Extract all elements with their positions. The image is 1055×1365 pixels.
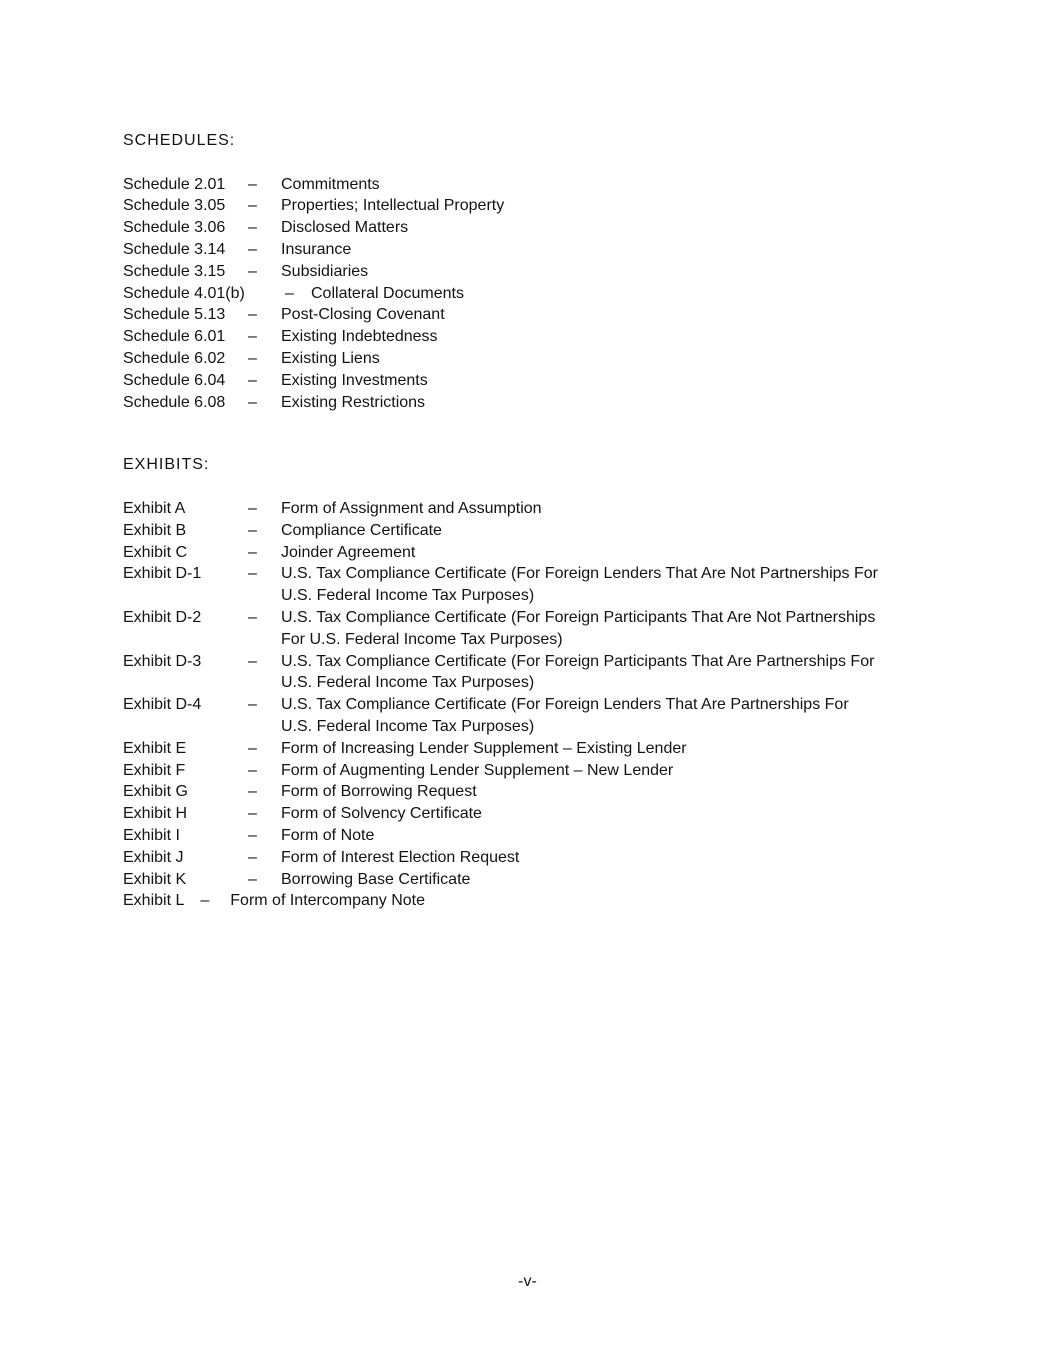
schedule-label: Schedule 6.01	[123, 328, 226, 346]
exhibit-row	[123, 738, 993, 760]
exhibit-row	[123, 542, 993, 564]
exhibits-list	[123, 498, 993, 912]
schedule-label: Schedule 6.02	[123, 349, 226, 367]
exhibit-label: Exhibit A	[123, 499, 186, 517]
dash: –	[248, 219, 257, 237]
dash: –	[248, 761, 257, 779]
dash: –	[248, 783, 257, 801]
schedule-row	[123, 195, 993, 217]
exhibit-row	[123, 781, 993, 803]
schedules-list	[123, 174, 993, 414]
dash: –	[248, 306, 257, 324]
schedule-label: Schedule 6.08	[123, 393, 226, 411]
schedule-row	[123, 392, 993, 414]
exhibit-label: Exhibit J	[123, 848, 184, 866]
dash: –	[248, 499, 257, 517]
schedule-desc: Insurance	[281, 240, 352, 258]
exhibit-label: Exhibit H	[123, 805, 188, 823]
exhibit-label: Exhibit K	[123, 870, 187, 888]
dash: –	[248, 393, 257, 411]
exhibit-row	[123, 651, 993, 695]
schedule-row	[123, 304, 993, 326]
exhibit-label: Exhibit B	[123, 521, 187, 539]
dash: –	[248, 652, 257, 670]
exhibit-desc: Form of Assignment and Assumption	[281, 499, 542, 517]
exhibit-label: Exhibit L	[123, 892, 185, 910]
page-number: -v-	[518, 1273, 537, 1290]
schedule-label: Schedule 3.06	[123, 219, 226, 237]
dash: –	[248, 848, 257, 866]
exhibit-desc-line1: U.S. Tax Compliance Certificate (For Foreign Lenders That Are Partnerships For	[281, 696, 849, 714]
schedule-desc: Existing Investments	[281, 371, 428, 389]
exhibit-desc: Form of Increasing Lender Supplement – Existing Lender	[281, 739, 687, 757]
exhibit-desc: Form of Augmenting Lender Supplement – New Lender	[281, 761, 674, 779]
exhibit-desc: Form of Solvency Certificate	[281, 805, 482, 823]
schedule-label: Schedule 4.01(b)	[123, 284, 245, 302]
page-content	[123, 130, 993, 912]
exhibit-row	[123, 869, 993, 891]
exhibit-desc-line2: For U.S. Federal Income Tax Purposes)	[281, 630, 563, 648]
exhibit-label: Exhibit C	[123, 543, 188, 561]
exhibit-row	[123, 803, 993, 825]
exhibit-desc: Form of Intercompany Note	[230, 892, 426, 910]
exhibit-desc-line1: U.S. Tax Compliance Certificate (For Foreign Lenders That Are Not Partnerships For	[281, 565, 878, 583]
exhibit-desc: Form of Interest Election Request	[281, 848, 520, 866]
exhibit-row	[123, 563, 993, 607]
dash: –	[248, 805, 257, 823]
schedule-row	[123, 283, 993, 305]
exhibits-section	[123, 454, 993, 912]
exhibit-label: Exhibit D-4	[123, 696, 202, 714]
dash: –	[248, 565, 257, 583]
exhibits-heading: EXHIBITS:	[123, 456, 210, 474]
exhibit-desc: Form of Borrowing Request	[281, 783, 477, 801]
exhibit-row	[123, 760, 993, 782]
dash: –	[248, 739, 257, 757]
dash: –	[200, 892, 210, 910]
dash: –	[248, 197, 257, 215]
exhibit-desc: Compliance Certificate	[281, 521, 442, 539]
dash: –	[248, 175, 257, 193]
exhibit-label: Exhibit D-1	[123, 565, 202, 583]
schedule-row	[123, 370, 993, 392]
schedule-label: Schedule 3.14	[123, 240, 226, 258]
schedule-desc: Post-Closing Covenant	[281, 306, 445, 324]
exhibit-desc-line2: U.S. Federal Income Tax Purposes)	[281, 674, 535, 692]
exhibit-row	[123, 498, 993, 520]
schedule-row	[123, 348, 993, 370]
schedule-desc: Collateral Documents	[311, 284, 464, 302]
dash: –	[248, 608, 257, 626]
exhibit-row	[123, 520, 993, 542]
exhibit-row	[123, 825, 993, 847]
schedule-label: Schedule 5.13	[123, 306, 226, 324]
dash: –	[248, 521, 257, 539]
schedule-desc: Disclosed Matters	[281, 219, 409, 237]
dash: –	[248, 371, 257, 389]
schedule-label: Schedule 3.05	[123, 197, 226, 215]
exhibit-label: Exhibit D-3	[123, 652, 202, 670]
dash: –	[248, 870, 257, 888]
schedule-desc: Existing Indebtedness	[281, 328, 438, 346]
exhibit-desc-line1: U.S. Tax Compliance Certificate (For Foreign Participants That Are Partnerships For	[281, 652, 875, 670]
schedule-desc: Properties; Intellectual Property	[281, 197, 505, 215]
exhibit-label: Exhibit I	[123, 826, 180, 844]
exhibit-desc-line1: U.S. Tax Compliance Certificate (For Foreign Participants That Are Not Partnerships	[281, 608, 876, 626]
schedule-label: Schedule 2.01	[123, 175, 226, 193]
schedule-desc: Commitments	[281, 175, 380, 193]
schedule-row	[123, 261, 993, 283]
exhibit-label: Exhibit D-2	[123, 608, 202, 626]
exhibit-desc-line2: U.S. Federal Income Tax Purposes)	[281, 717, 535, 735]
schedule-row	[123, 326, 993, 348]
dash: –	[248, 696, 257, 714]
schedule-label: Schedule 3.15	[123, 262, 226, 280]
schedules-heading: SCHEDULES:	[123, 132, 236, 149]
dash: –	[248, 328, 257, 346]
exhibit-label: Exhibit E	[123, 739, 187, 757]
dash: –	[248, 240, 257, 258]
schedule-label: Schedule 6.04	[123, 371, 226, 389]
exhibit-desc: Borrowing Base Certificate	[281, 870, 471, 888]
dash: –	[248, 262, 257, 280]
exhibit-row	[123, 847, 993, 869]
exhibit-row	[123, 694, 993, 738]
dash: –	[248, 826, 257, 844]
exhibit-desc-line2: U.S. Federal Income Tax Purposes)	[281, 587, 535, 605]
schedule-row	[123, 239, 993, 261]
dash: –	[285, 284, 294, 302]
schedule-row	[123, 174, 993, 196]
exhibit-row	[123, 607, 993, 651]
exhibit-desc: Form of Note	[281, 826, 375, 844]
schedule-desc: Existing Restrictions	[281, 393, 426, 411]
exhibit-desc: Joinder Agreement	[281, 543, 416, 561]
dash: –	[248, 349, 257, 367]
exhibit-label: Exhibit F	[123, 761, 186, 779]
exhibit-row	[123, 890, 993, 912]
schedule-row	[123, 217, 993, 239]
schedule-desc: Existing Liens	[281, 349, 380, 367]
exhibit-label: Exhibit G	[123, 783, 188, 801]
dash: –	[248, 543, 257, 561]
schedule-desc: Subsidiaries	[281, 262, 369, 280]
